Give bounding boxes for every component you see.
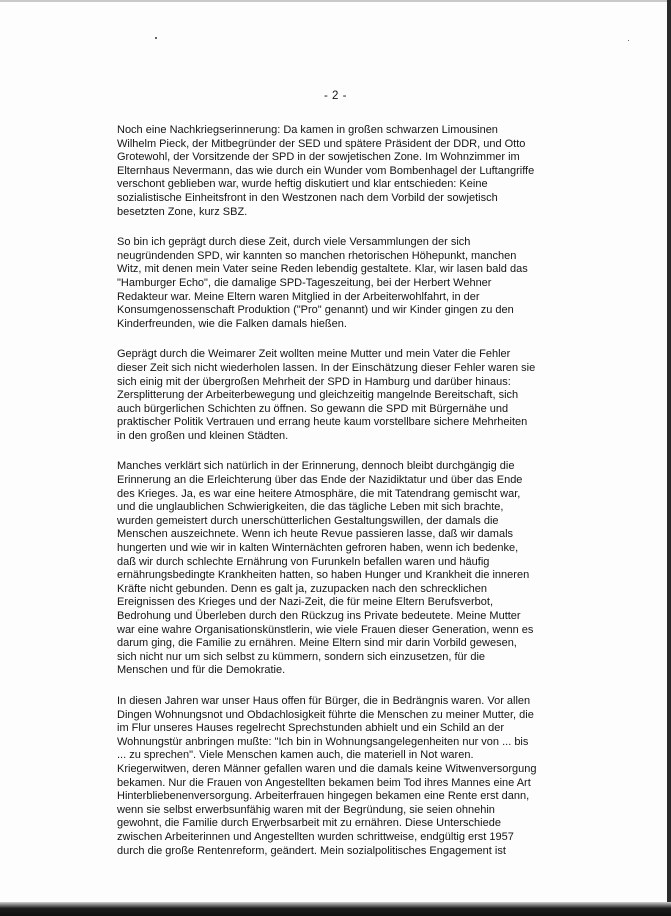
body-text (117, 124, 617, 875)
text-line: hungerten und wie wir in kalten Winternächten gefroren haben, wenn ich bedenke, (117, 542, 519, 555)
text-line: sozialistische Einheitsfront in den Westzonen nach dem Vorbild der sowjetisch (117, 191, 498, 204)
text-line: in den großen und kleinen Städten. (117, 429, 289, 442)
text-line: Erinnerung an die Erleichterung über das Ende der Nazidiktatur und über das Ende (117, 474, 523, 487)
text-line: besetzten Zone, kurz SBZ. (117, 205, 248, 218)
text-line: Redakteur war. Meine Eltern waren Mitglied in der Arbeiterwohlfahrt, in der (117, 290, 480, 303)
text-line: Grotewohl, der Vorsitzende der SPD in der sowjetischen Zone. Im Wohnzimmer im (117, 151, 520, 164)
text-line: Dingen Wohnungsnot und Obdachlosigkeit führte die Menschen zu meiner Mutter, die (117, 708, 534, 721)
text-line: auch bürgerlichen Schichten zu öffnen. So gewann die SPD mit Bürgernähe und (117, 402, 509, 415)
text-line: Geprägt durch die Weimarer Zeit wollten meine Mutter und mein Vater die Fehler (117, 348, 511, 361)
text-line: Wohnungstür anbringen mußte: "Ich bin in Wohnungsangelegenheiten nur von ... bis (117, 735, 529, 748)
text-line: praktischer Politik Vertrauen und errang heute kaum vorstellbare sichere Mehrheiten (117, 416, 528, 429)
text-line: Menschen auszeichnete. Wenn ich heute Revue passieren lasse, daß wir damals (117, 528, 514, 541)
text-line: verschont geblieben war, wurde heftig diskutiert und klar entschieden: Keine (117, 178, 488, 191)
text-line: sich nicht nur um sich selbst zu kümmern, sondern sich einzusetzen, für die (117, 650, 486, 663)
paragraph (117, 348, 617, 443)
text-line: Hinterbliebenenversorgung. Arbeiterfrauen hingegen bekamen eine Rente erst dann, (117, 790, 530, 803)
text-line: ernährungsbedingte Krankheiten hatten, so haben Hunger und Krankheit die inneren (117, 569, 530, 582)
text-line: Noch eine Nachkriegserinnerung: Da kamen in großen schwarzen Limousinen (117, 124, 498, 136)
text-line: Ereignissen des Krieges und der Nazi-Zeit, die für meine Eltern Berufsverbot, (117, 596, 494, 609)
text-line: dieser Zeit sich nicht wiederholen lassen. In der Einschätzung dieser Fehler waren sie (117, 361, 536, 374)
scan-edge-bottom (0, 902, 671, 916)
scan-speck (628, 40, 629, 41)
text-line: So bin ich geprägt durch diese Zeit, durch viele Versammlungen der sich (117, 236, 471, 249)
paragraph (117, 124, 617, 219)
text-line: Zersplitterung der Arbeiterbewegung und gleichzeitig mangelnde Bereitschaft, sich (117, 389, 519, 402)
text-line: Manches verklärt sich natürlich in der Erinnerung, dennoch bleibt durchgängig die (117, 460, 515, 473)
text-line: daß wir durch schlechte Ernährung von Furunkeln befallen waren und häufig (117, 555, 490, 568)
text-line: Witz, mit denen mein Vater seine Reden lebendig gestaltete. Klar, wir lasen bald das (117, 263, 528, 276)
text-line: war eine wahre Organisationskünstlerin, wie viele Frauen dieser Generation, wenn es (117, 623, 534, 636)
text-line: wenn sie selbst erwerbsunfähig waren mit der Begründung, sie seien ohnehin (117, 803, 495, 816)
text-line: Kriegerwitwen, deren Männer gefallen waren und die damals keine Witwenversorgung (117, 762, 537, 775)
text-line: wurden gemeistert durch unerschütterlichen Gestaltungswillen, der damals die (117, 514, 499, 527)
text-line: Kräfte nicht gebunden. Denn es galt ja, zuzupacken nach den schrecklichen (117, 582, 487, 595)
text-line: sich einig mit der übergroßen Mehrheit der SPD in Hamburg und darüber hinaus: (117, 375, 511, 388)
text-line: In diesen Jahren war unser Haus offen für Bürger, die in Bedrängnis waren. Vor allen (117, 694, 531, 707)
text-line: darum ging, die Familie zu ernähren. Meine Eltern sind mir darin Vorbild gewesen, (117, 637, 517, 650)
text-line: neugründenden SPD, wir kannten so manchen rhetorischen Höhepunkt, manchen (117, 249, 517, 262)
text-line: und die unglaublichen Schwierigkeiten, die das tägliche Leben mit sich brachte, (117, 501, 504, 514)
paragraph (117, 695, 617, 858)
paragraph (117, 236, 617, 331)
text-line: Kinderfreunden, wie die Falken damals hießen. (117, 317, 347, 330)
text-line: gewohnt, die Familie durch Erwerbsarbeit mit zu ernähren. Diese Unterschiede (117, 817, 501, 830)
text-line: Konsumgenossenschaft Produktion ("Pro" genannt) und wir Kinder gingen zu den (117, 304, 514, 317)
text-line: Menschen und für die Demokratie. (117, 664, 286, 677)
page-number: - 2 - (324, 90, 347, 102)
scan-speck (155, 37, 157, 39)
scan-edge-right (667, 0, 671, 916)
text-line: Elternhaus Nevermann, das wie durch ein Wunder vom Bombenhagel der Luftangriffe (117, 164, 535, 177)
text-line: im Flur unseres Hauses regelrecht Sprechstunden abhielt und ein Schild an der (117, 722, 505, 735)
text-line: Bedrohung und Überleben durch den Rückzug ins Private bedeutete. Meine Mutter (117, 610, 521, 622)
text-line: Wilhelm Pieck, der Mitbegründer der SED und spätere Präsident der DDR, und Otto (117, 137, 526, 150)
paragraph (117, 460, 617, 678)
scan-edge-top (0, 0, 671, 2)
text-line: "Hamburger Echo", die damalige SPD-Tageszeitung, bei der Herbert Wehner (117, 276, 492, 289)
text-line: zwischen Arbeiterinnen und Angestellten wurden schrittweise, endgültig erst 1957 (117, 830, 514, 843)
text-line: bekamen. Nur die Frauen von Angestellten bekamen beim Tod ihres Mannes eine Art (117, 776, 531, 789)
text-line: durch die große Rentenreform, geändert. Mein sozialpolitisches Engagement ist (117, 844, 506, 857)
text-line: des Krieges. Ja, es war eine heitere Atmosphäre, die mit Tatendrang gemischt war, (117, 487, 521, 500)
text-line: ... zu sprechen". Viele Menschen kamen auch, die materiell in Not waren. (117, 749, 474, 762)
